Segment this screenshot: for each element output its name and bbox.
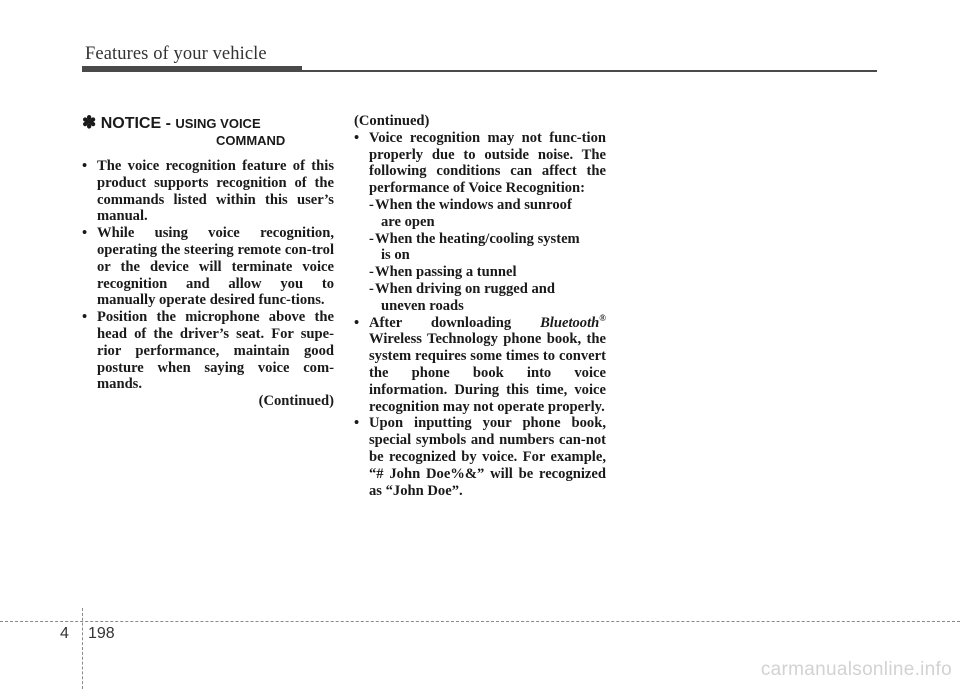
page-number: 198 bbox=[88, 625, 115, 642]
continued-label: (Continued) bbox=[258, 393, 334, 410]
bullet-icon: • bbox=[354, 129, 360, 146]
condition-text-cont: uneven roads bbox=[381, 297, 464, 314]
notice-subtitle-line2: COMMAND bbox=[216, 133, 286, 148]
list-item bbox=[354, 312, 606, 416]
header-title: Features of your vehicle bbox=[85, 44, 267, 64]
condition-item bbox=[354, 281, 606, 315]
bullet-icon: • bbox=[82, 225, 88, 242]
list-item bbox=[354, 130, 606, 197]
condition-text: When the heating/cooling system bbox=[375, 230, 580, 247]
notice-star-icon: ✽ bbox=[82, 113, 97, 132]
condition-text: When passing a tunnel bbox=[375, 264, 517, 281]
registered-mark: ® bbox=[599, 312, 606, 323]
notice-subtitle-line1: USING VOICE bbox=[175, 116, 261, 131]
dash-icon: - bbox=[369, 230, 374, 247]
list-item bbox=[82, 158, 334, 225]
condition-item bbox=[354, 264, 606, 281]
footer-rule bbox=[0, 621, 960, 622]
list-item bbox=[82, 309, 334, 393]
bullet-icon: • bbox=[82, 158, 88, 174]
notice-heading bbox=[82, 113, 334, 148]
list-item bbox=[82, 225, 334, 309]
bluetooth-text: Wireless Technology phone book, the system requires some times to convert the phone book into voice information. During this time, voice recognition may not operate properly. bbox=[369, 331, 606, 415]
condition-text: When the windows and sunroof bbox=[375, 196, 572, 213]
bullet-text: Position the microphone above the head of the driver’s seat. For supe-rior performance, maintain good posture when saying voice com-mands. bbox=[97, 309, 334, 393]
list-item bbox=[354, 415, 606, 499]
condition-item bbox=[354, 231, 606, 265]
right-column bbox=[354, 113, 606, 499]
bullet-text: The voice recognition feature of this product supports recognition of the commands listed within this user’s manual. bbox=[97, 158, 334, 225]
bullet-text: Voice recognition may not func-tion properly due to outside noise. The following conditions can affect the performance of Voice Recognition: bbox=[369, 129, 606, 197]
condition-text: When driving on rugged and bbox=[375, 280, 556, 297]
bluetooth-prefix: After downloading bbox=[369, 314, 541, 331]
notice-label: NOTICE - bbox=[100, 115, 176, 132]
continued-label: (Continued) bbox=[354, 113, 430, 129]
bullet-icon: • bbox=[354, 314, 360, 331]
bullet-text: Upon inputting your phone book, special symbols and numbers can-not be recognized by voice. For example, “# John Doe%&” will be recognized as “John Doe”. bbox=[369, 415, 606, 499]
dash-icon: - bbox=[369, 264, 374, 281]
bullet-icon: • bbox=[354, 415, 360, 432]
header-rule-thin bbox=[302, 70, 877, 72]
chapter-number: 4 bbox=[60, 625, 69, 642]
condition-text-cont: are open bbox=[381, 213, 435, 230]
dash-icon: - bbox=[369, 196, 374, 213]
left-column bbox=[82, 113, 334, 410]
condition-text-cont: is on bbox=[381, 247, 410, 264]
condition-item bbox=[354, 197, 606, 231]
watermark: carmanualsonline.info bbox=[760, 659, 952, 680]
bluetooth-brand: Bluetooth bbox=[540, 314, 600, 331]
header-rule-thick bbox=[82, 66, 302, 72]
dash-icon: - bbox=[369, 280, 374, 297]
footer-vertical-rule bbox=[82, 608, 83, 689]
bullet-icon: • bbox=[82, 309, 88, 326]
bullet-text: While using voice recognition, operating the steering remote con-trol or the device will terminate voice recognition and allow you to manually operate desired func-tions. bbox=[97, 225, 334, 309]
